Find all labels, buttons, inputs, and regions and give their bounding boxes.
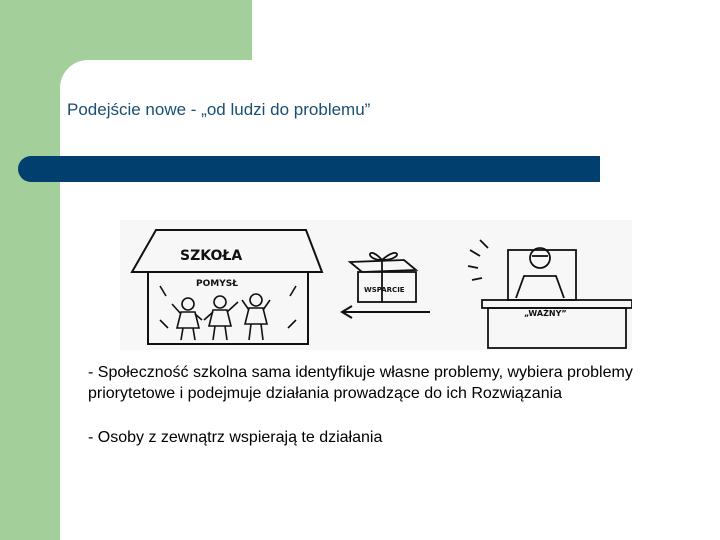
- school-label: SZKOŁA: [180, 248, 243, 264]
- cartoon-illustration: [120, 220, 632, 350]
- slide-title: Podejście nowe - „od ludzi do problemu”: [67, 100, 371, 119]
- slide-body: [88, 362, 688, 448]
- green-left-strip: [0, 0, 60, 540]
- title-divider-bar: [18, 156, 600, 182]
- gift-label: WSPARCIE: [364, 286, 405, 294]
- bullet-external-support: - Osoby z zewnątrz wspierają te działania: [88, 429, 383, 446]
- ideas-label: POMYSŁ: [196, 279, 238, 289]
- bullet-community: - Społeczność szkolna sama identyfikuje własne problemy, wybiera problemy priorytetowe i podejmuje działania prowadzące do ich Rozwiązania: [88, 364, 633, 402]
- desk-label: „WAŻNY”: [524, 309, 567, 318]
